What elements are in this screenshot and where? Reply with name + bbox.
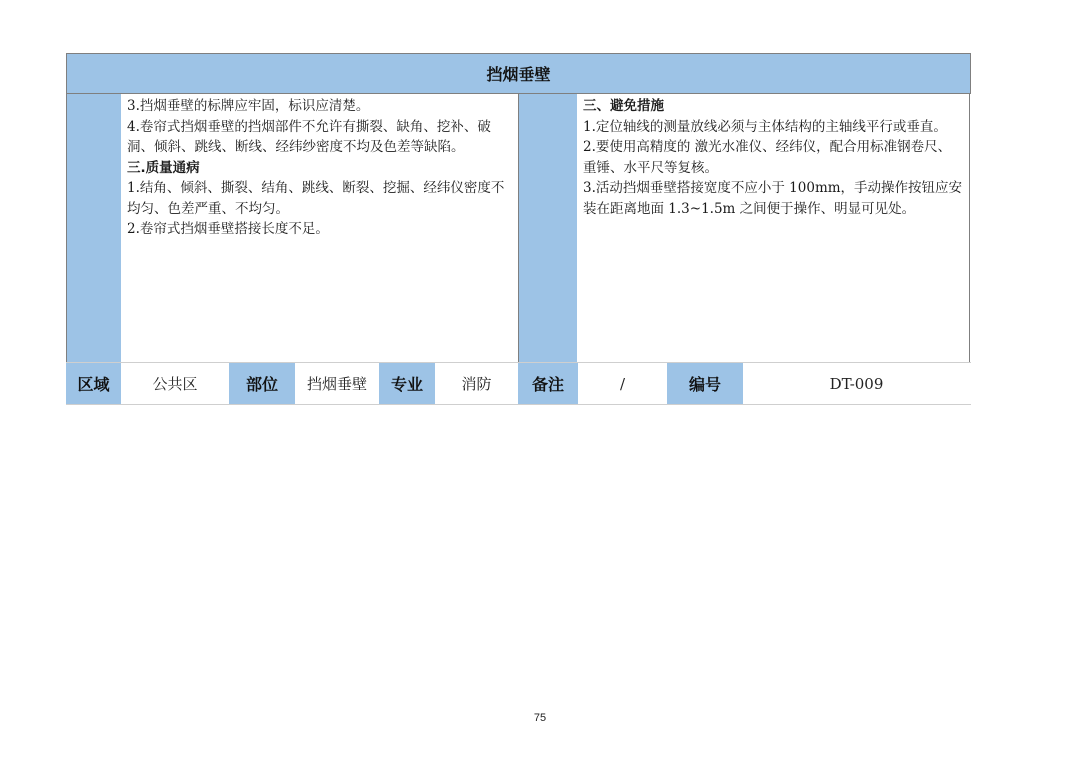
- area-label: 区域: [66, 363, 121, 404]
- prevention-item-3: 3.活动挡烟垂壁搭接宽度不应小于 100mm，手动操作按钮应安装在距离地面 1.3~1.5m 之间便于操作、明显可见处。: [583, 180, 963, 217]
- quality-issue-2: 2.卷帘式挡烟垂壁搭接长度不足。: [127, 221, 329, 237]
- quality-issue-1: 1.结角、倾斜、撕裂、结角、跳线、断裂、挖掘、经纬仪密度不均匀、色差严重、不均匀。: [127, 180, 505, 217]
- prevention-item-1: 1.定位轴线的测量放线必须与主体结构的主轴线平行或垂直。: [583, 118, 947, 135]
- major-label: 专业: [379, 363, 435, 404]
- right-text-panel: [577, 94, 970, 362]
- prevention-heading: 三、避免措施: [583, 98, 664, 114]
- prevention-item-2: 2.要使用高精度的 激光水准仪、经纬仪，配合用标准钢卷尺、重锤、水平尺等复核。: [583, 139, 952, 176]
- left-side-band: [66, 94, 121, 362]
- area-value: 公共区: [121, 363, 229, 404]
- remark-label: 备注: [518, 363, 578, 404]
- major-value: 消防: [435, 363, 518, 404]
- card-title: 挡烟垂壁: [66, 53, 971, 94]
- code-label: 编号: [667, 363, 743, 404]
- code-value: DT-009: [743, 363, 970, 404]
- info-row: [66, 362, 971, 405]
- left-line-2: 4.卷帘式挡烟垂壁的挡烟部件不允许有撕裂、缺角、挖补、破洞、倾斜、跳线、断线、经纬纱密度不均及色差等缺陷。: [127, 118, 491, 155]
- left-text-panel: [121, 94, 518, 362]
- card-body: [66, 94, 971, 362]
- remark-value: /: [578, 363, 667, 404]
- left-line-1: 3.挡烟垂壁的标牌应牢固，标识应清楚。: [127, 98, 370, 114]
- quality-issues-heading: 三.质量通病: [127, 159, 200, 176]
- middle-side-band: [518, 94, 578, 362]
- part-value: 挡烟垂壁: [295, 363, 379, 404]
- defect-card: [66, 53, 971, 403]
- page-number: 75: [533, 712, 547, 724]
- part-label: 部位: [229, 363, 295, 404]
